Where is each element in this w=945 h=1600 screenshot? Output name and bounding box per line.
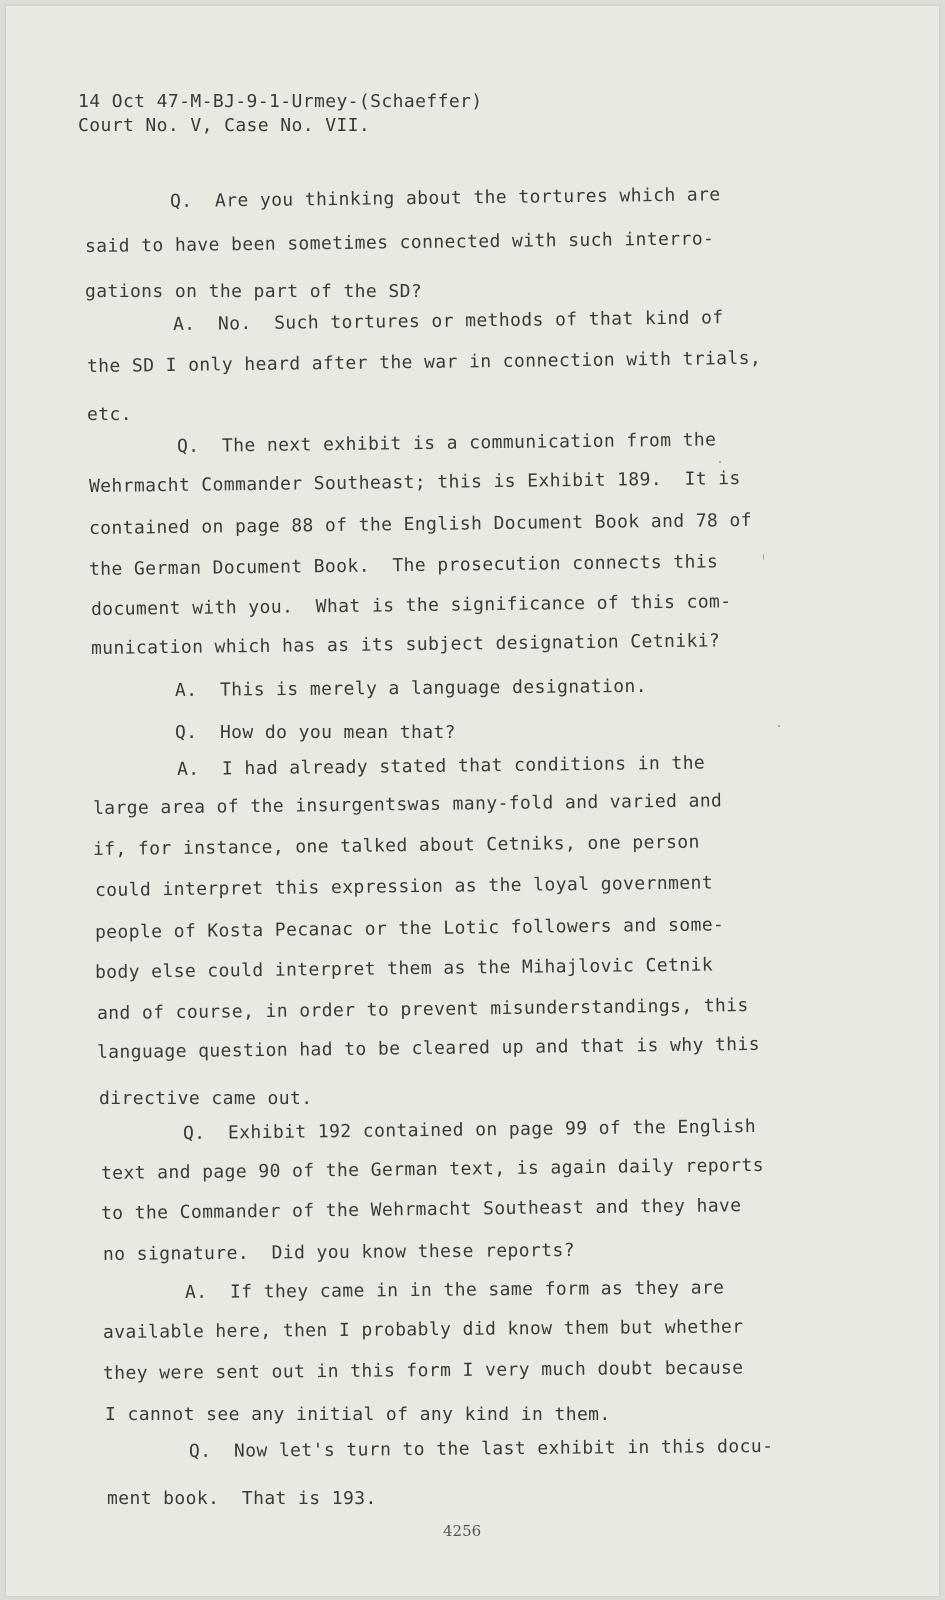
transcript-line: if, for instance, one talked about Cetniks, one person bbox=[92, 831, 700, 860]
transcript-line: Q. How do you mean that? bbox=[175, 722, 456, 743]
transcript-line: people of Kosta Pecanac or the Lotic followers and some- bbox=[94, 914, 725, 943]
transcript-line: Wehrmacht Commander Southeast; this is Exhibit 189. It is bbox=[88, 468, 741, 497]
paper-speck bbox=[719, 461, 721, 463]
transcript-line: no signature. Did you know these reports? bbox=[102, 1239, 576, 1265]
transcript-line: text and page 90 of the German text, is again daily reports bbox=[100, 1154, 765, 1184]
header-line-2: Court No. V, Case No. VII. bbox=[78, 115, 371, 136]
paper-speck bbox=[778, 725, 780, 727]
transcript-line: the German Document Book. The prosecution connects this bbox=[88, 551, 719, 580]
transcript-line: A. This is merely a language designation. bbox=[174, 675, 648, 701]
transcript-line: available here, then I probably did know them but whether bbox=[102, 1316, 744, 1343]
transcript-line: could interpret this expression as the loyal government bbox=[94, 872, 714, 901]
transcript-line: etc. bbox=[87, 404, 132, 425]
transcript-line: munication which has as its subject designation Cetniki? bbox=[90, 630, 721, 659]
transcript-line: gations on the part of the SD? bbox=[85, 281, 423, 302]
paper-speck bbox=[763, 554, 764, 560]
page-number: 4256 bbox=[443, 1522, 482, 1540]
transcript-line: said to have been sometimes connected with such interro- bbox=[84, 228, 715, 257]
transcript-line: document with you. What is the significance of this com- bbox=[90, 591, 732, 620]
header-line-1: 14 Oct 47-M-BJ-9-1-Urmey-(Schaeffer) bbox=[78, 91, 483, 112]
transcript-line: they were sent out in this form I very much doubt because bbox=[102, 1357, 744, 1384]
transcript-line: directive came out. bbox=[99, 1088, 313, 1109]
transcript-line: A. If they came in in the same form as they are bbox=[184, 1277, 725, 1303]
transcript-line: contained on page 88 of the English Document Book and 78 of bbox=[88, 509, 753, 539]
transcript-line: Q. The next exhibit is a communication from the bbox=[176, 429, 717, 457]
transcript-line: A. I had already stated that conditions in the bbox=[176, 752, 706, 780]
transcript-line: body else could interpret them as the Mihajlovic Cetnik bbox=[94, 954, 714, 983]
transcript-line: and of course, in order to prevent misunderstandings, this bbox=[96, 995, 749, 1024]
transcript-line: ment book. That is 193. bbox=[107, 1488, 377, 1509]
transcript-line: Q. Exhibit 192 contained on page 99 of the English bbox=[182, 1115, 757, 1144]
transcript-line: Q. Are you thinking about the tortures which are bbox=[169, 184, 721, 212]
transcript-line: language question had to be cleared up and that is why this bbox=[96, 1033, 761, 1063]
transcript-line: I cannot see any initial of any kind in them. bbox=[105, 1404, 611, 1425]
transcript-line: A. No. Such tortures or methods of that kind of bbox=[172, 307, 724, 335]
transcript-line: the SD I only heard after the war in connection with trials, bbox=[86, 347, 762, 377]
transcript-line: Q. Now let's turn to the last exhibit in this docu- bbox=[188, 1435, 774, 1462]
transcript-line: large area of the insurgentswas many-fold and varied and bbox=[92, 790, 723, 819]
document-page bbox=[6, 6, 939, 1596]
transcript-line: to the Commander of the Wehrmacht Southeast and they have bbox=[100, 1195, 742, 1224]
